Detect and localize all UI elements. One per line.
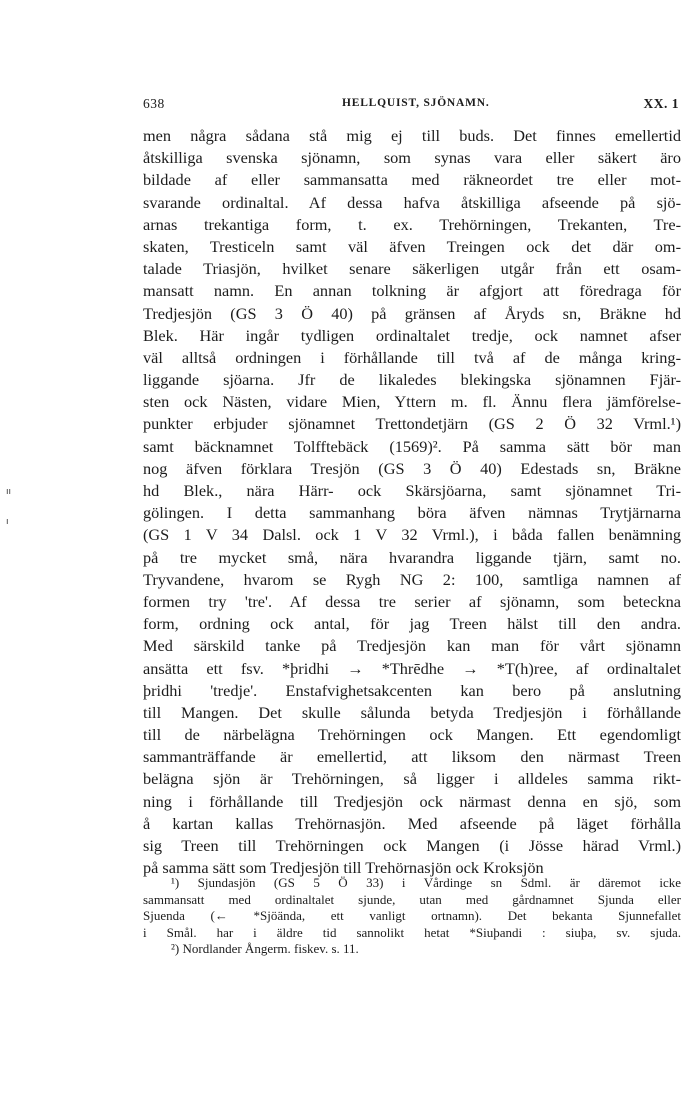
footnote-line: ¹) Sjundasjön (GS 5 Ö 33) i Vårdinge sn Sdml. är däremot icke bbox=[171, 875, 681, 890]
text-line: samt bäcknamnet Tolfftebäck (1569)². På samma sätt bör man bbox=[143, 436, 681, 456]
text-line: þridhi 'tredje'. Enstafvighetsakcenten kan bero på anslutning bbox=[143, 680, 681, 700]
text-line: punkter erbjuder sjönamnet Trettondetjärn (GS 2 Ö 32 Vrml.¹) bbox=[143, 414, 681, 434]
footnote-line: Sjuenda (← *Sjöända, ett vanligt ortnamn). Det bekanta Sjunnefallet bbox=[143, 908, 681, 924]
text-line: mansatt namn. En annan tolkning är afgjort att föredraga för bbox=[143, 281, 681, 301]
text-line: på samma sätt som Tredjesjön till Trehörnasjön ock Kroksjön bbox=[143, 858, 544, 878]
text-line: liggande sjöarna. Jfr de likaledes blekingska sjönamnen Fjär- bbox=[143, 370, 681, 390]
text-line: Blek. Här ingår tydligen ordinaltalet tredje, ock namnet afser bbox=[143, 325, 681, 345]
footnote-line: sammansatt med ordinaltalet sjunde, utan med gårdnamnet Sjunda eller bbox=[143, 891, 681, 907]
text-line: skaten, Tresticeln samt väl äfven Treingen ock det där om- bbox=[143, 236, 681, 256]
text-line: ansätta ett fsv. *þridhi → *Thrēdhe → *T(h)ree, af ordinaltalet bbox=[143, 658, 681, 678]
margin-mark: ıı bbox=[6, 487, 12, 497]
text-line: å kartan kallas Trehörnasjön. Med afseende på läget förhålla bbox=[143, 813, 681, 833]
text-line: på tre mycket små, nära hvarandra liggande tjärn, samt no. bbox=[143, 547, 681, 567]
section-number: XX. 1 bbox=[643, 96, 679, 111]
text-line: bildade af eller sammansatta med räkneordet tre eller mot- bbox=[143, 170, 681, 190]
text-line: till de närbelägna Trehörningen ock Mangen. Ett egendomligt bbox=[143, 725, 681, 745]
text-line: ning i förhållande till Tredjesjön ock närmast denna en sjö, som bbox=[143, 791, 681, 811]
text-line: Med särskild tanke på Tredjesjön kan man för vårt sjönamn bbox=[143, 636, 681, 656]
margin-mark: ı bbox=[6, 517, 9, 527]
text-line: belägna sjön är Trehörningen, så ligger i alldeles samma rikt- bbox=[143, 769, 681, 789]
text-line: svarande ordinaltal. Af dessa hafva åtskilliga afseende på sjö- bbox=[143, 192, 681, 212]
text-line: nog äfven förklara Tresjön (GS 3 Ö 40) Edestads sn, Bräkne bbox=[143, 458, 681, 478]
footnote-line: ²) Nordlander Ångerm. fiskev. s. 11. bbox=[171, 941, 359, 957]
text-line: gölingen. I detta sammanhang böra äfven nämnas Trytjärnarna bbox=[143, 503, 681, 523]
text-line: väl alltså ordningen i förhållande till två af de många kring- bbox=[143, 347, 681, 367]
text-line: sig Treen till Trehörningen ock Mangen (i Jösse härad Vrml.) bbox=[143, 836, 681, 855]
page-number: 638 bbox=[143, 96, 165, 111]
text-line: Tryvandene, hvarom se Rygh NG 2: 100, samtliga namnen af bbox=[143, 569, 681, 589]
footnotes bbox=[143, 875, 681, 958]
text-line: men några sådana stå mig ej till buds. Det finnes emellertid bbox=[143, 126, 681, 145]
text-line: Tredjesjön (GS 3 Ö 40) på gränsen af Åryds sn, Bräkne hd bbox=[143, 303, 681, 323]
body-text bbox=[143, 125, 681, 879]
text-line: form, ordning ock antal, för jag Treen hälst till den andra. bbox=[143, 614, 681, 634]
text-line: sammanträffande är emellertid, att liksom den närmast Treen bbox=[143, 747, 681, 767]
text-line: åtskilliga svenska sjönamn, som synas vara eller säkert äro bbox=[143, 148, 681, 168]
text-line: arnas trekantiga form, t. ex. Trehörningen, Trekanten, Tre- bbox=[143, 214, 681, 234]
footnote-line: i Smål. har i äldre tid sannolikt hetat *Siuþandi : siuþa, sv. sjuda. bbox=[143, 924, 681, 940]
text-line: (GS 1 V 34 Dalsl. ock 1 V 32 Vrml.), i båda fallen benämning bbox=[143, 525, 681, 545]
text-line: sten ock Nästen, vidare Mien, Yttern m. fl. Ännu flera jämförelse- bbox=[143, 392, 681, 412]
text-line: formen try 'tre'. Af dessa tre serier af sjönamn, som beteckna bbox=[143, 591, 681, 611]
text-line: till Mangen. Det skulle sålunda betyda Tredjesjön i förhållande bbox=[143, 702, 681, 722]
text-line: talade Triasjön, hvilket senare säkerligen utgår från ett osam- bbox=[143, 259, 681, 279]
running-header bbox=[143, 96, 683, 118]
text-line: hd Blek., nära Härr- ock Skärsjöarna, samt sjönamnet Tri- bbox=[143, 481, 681, 500]
running-title: HELLQUIST, SJÖNAMN. bbox=[342, 97, 490, 109]
